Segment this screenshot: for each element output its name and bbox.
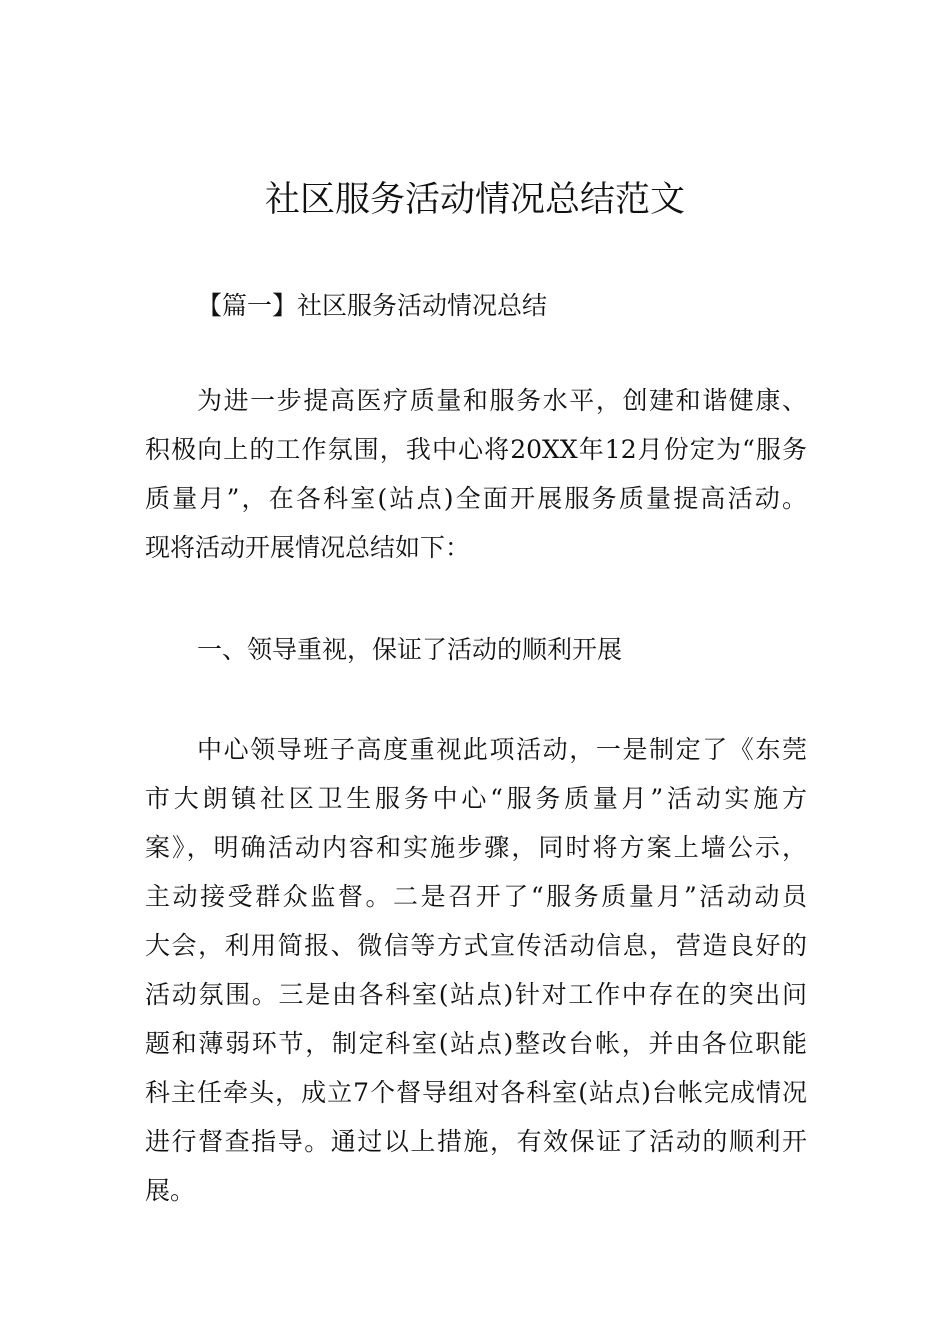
paragraph-2-line: 题和薄弱环节，制定科室(站点)整改台帐，并由各位职能 [145,1029,807,1058]
section-heading-1 [145,625,807,674]
paragraph-2-line: 科主任牵头，成立7个督导组对各科室(站点)台帐完成情况 [145,1078,807,1107]
paragraph-2-line: 大会，利用简报、微信等方式宣传活动信息，营造良好的 [145,931,807,960]
section-header-text: 【篇一】社区服务活动情况总结 [197,291,548,320]
paragraph-2-line: 案》，明确活动内容和实施步骤，同时将方案上墙公示， [145,833,807,862]
paragraph-2-line: 展。 [145,1176,196,1205]
paragraph-1-line: 积极向上的工作氛围，我中心将20XX年12月份定为“服务 [145,435,807,464]
paragraph-2-line: 主动接受群众监督。二是召开了“服务质量月”活动动员 [145,882,807,911]
paragraph-1-line: 为进一步提高医疗质量和服务水平，创建和谐健康、 [197,386,807,415]
paragraph-1-line: 质量月”，在各科室(站点)全面开展服务质量提高活动。 [145,484,807,513]
paragraph-1-line: 现将活动开展情况总结如下： [145,533,471,562]
section-header [145,281,807,330]
paragraph-2-line: 市大朗镇社区卫生服务中心“服务质量月”活动实施方 [145,784,807,813]
paragraph-2-line: 活动氛围。三是由各科室(站点)针对工作中存在的突出问 [145,980,807,1009]
section-heading-1-text: 一、领导重视，保证了活动的顺利开展 [197,635,623,664]
document-title: 社区服务活动情况总结范文 [264,180,685,220]
paragraph-2-line: 中心领导班子高度重视此项活动，一是制定了《东莞 [197,735,807,764]
paragraph-2-line: 进行督查指导。通过以上措施，有效保证了活动的顺利开 [145,1127,807,1156]
paragraph-2 [145,725,807,1215]
paragraph-1 [145,376,807,572]
